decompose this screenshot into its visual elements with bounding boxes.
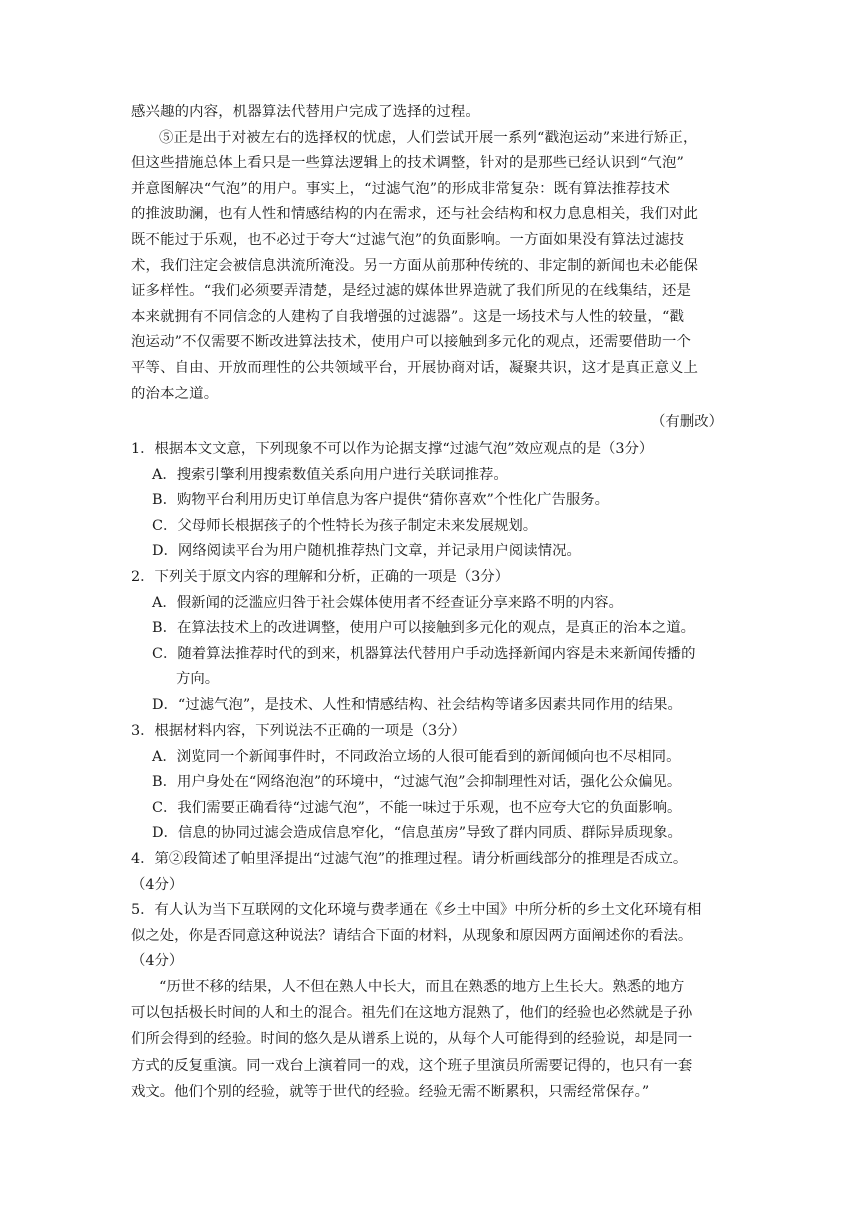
quote-line: 戏文。他们个别的经验，就等于世代的经验。经验无需不断累积，只需经常保存。”: [131, 1083, 650, 1100]
question-stem: 2．下列关于原文内容的理解和分析，正确的一项是（3分）: [131, 569, 510, 585]
option-a: A．搜索引擎利用搜索数值关系向用户进行关联词推荐。: [152, 466, 508, 483]
question-4: [131, 847, 731, 898]
passage-line: 的推波助澜，也有人性和情感结构的内在需求，还与社会结构和权力息息相关，我们对此: [131, 206, 699, 223]
option-b: B．在算法技术上的改进调整，使用户可以接触到多元化的观点，是真正的治本之道。: [152, 620, 696, 637]
option-c-text: C．随着算法推荐时代的到来，机器算法代替用户手动选择新闻内容是未来新闻传播的: [152, 645, 696, 662]
option-d: D．网络阅读平台为用户随机推荐热门文章，并记录用户阅读情况。: [152, 543, 581, 560]
option-c: C．父母师长根据孩子的个性特长为孩子制定未来发展规划。: [152, 517, 538, 534]
option-d: D．“过滤气泡”，是技术、人性和情感结构、社会结构等诸多因素共同作用的结果。: [152, 696, 682, 713]
question-stem: 3．根据材料内容，下列说法不正确的一项是（3分）: [131, 723, 466, 739]
question-points: （4分）: [131, 876, 184, 893]
quote-line: 可以包括极长时间的人和土的混合。祖先们在这地方混熟了，他们的经验也必然就是子孙: [131, 1005, 693, 1022]
passage-line: 但这些措施总体上看只是一些算法逻辑上的技术调整，针对的是那些已经认识到“气泡”: [131, 155, 685, 172]
passage-line: 证多样性。“我们必须要弄清楚，是经过滤的媒体世界造就了我们所见的在线集结，还是: [131, 283, 692, 300]
quote-line: 们所会得到的经验。时间的悠久是从谱系上说的，从每个人可能得到的经验说，却是同一: [131, 1031, 693, 1048]
quoted-material: [131, 974, 731, 1105]
option-d: D．信息的协同过滤会造成信息窄化，“信息茧房”导致了群内同质、群际异质现象。: [152, 825, 682, 842]
option-c: [131, 642, 731, 693]
passage-line: ⑤正是出于对被左右的选择权的忧虑，人们尝试开展一系列“戳泡运动”来进行矫正，: [159, 129, 698, 146]
passage-line: 的治本之道。: [131, 385, 219, 402]
passage-line: 既不能过于乐观，也不必过于夸大“过滤气泡”的负面影响。一方面如果没有算法过滤技: [131, 231, 685, 248]
passage-line: 术，我们注定会被信息洪流所淹没。另一方面从前那种传统的、非定制的新闻也未必能保: [131, 257, 699, 274]
option-c-continued: 方向。: [176, 671, 220, 688]
source-note: （有删改）: [651, 414, 723, 430]
question-1: [131, 437, 731, 565]
question-points: （4分）: [131, 953, 184, 970]
passage-line: 泡运动”不仅需要不断改进算法技术，使用户可以接触到多元化的观点，还需要借助一个: [131, 334, 692, 351]
option-b: B．用户身处在“网络泡泡”的环境中，“过滤气泡”会抑制理性对话，强化公众偏见。: [152, 774, 682, 791]
passage-line: 平等、自由、开放而理性的公共领域平台，开展协商对话，凝聚共识，这才是真正意义上: [131, 359, 699, 376]
passage-paragraph-5: [131, 100, 731, 407]
passage-line: 本来就拥有不同信念的人建构了自我增强的过滤器”。这是一场技术与人性的较量，“戳: [131, 308, 685, 325]
passage-carry-line: 感兴趣的内容，机器算法代替用户完成了选择的过程。: [131, 104, 480, 120]
quote-line: 方式的反复重演。同一戏台上演着同一的戏，这个班子里演员所需要记得的，也只有一套: [131, 1057, 693, 1074]
passage-line: 并意图解决“气泡”的用户。事实上，“过滤气泡”的形成非常复杂：既有算法推荐技术: [131, 180, 670, 197]
option-a: A．浏览同一个新闻事件时，不同政治立场的人很可能看到的新闻倾向也不尽相同。: [152, 748, 681, 765]
quote-line: “历世不移的结果，人不但在熟人中长大，而且在熟悉的地方上生长大。熟悉的地方: [159, 979, 685, 995]
question-stem: 1．根据本文文意，下列现象不可以作为论据支撑“过滤气泡”效应观点的是（3分）: [131, 441, 654, 457]
question-3: [131, 719, 731, 847]
question-5: [131, 898, 731, 975]
option-a: A．假新闻的泛滥应归咎于社会媒体使用者不经查证分享来路不明的内容。: [152, 594, 623, 611]
option-b: B．购物平台利用历史订单信息为客户提供“猜你喜欢”个性化广告服务。: [152, 492, 610, 509]
question-2: [131, 565, 731, 719]
question-stem: 4．第②段简述了帕里泽提出“过滤气泡”的推理过程。请分析画线部分的推理是否成立。: [131, 851, 688, 867]
question-stem: 5．有人认为当下互联网的文化环境与费孝通在《乡土中国》中所分析的乡土文化环境有相: [131, 902, 702, 918]
option-c: C．我们需要正确看待“过滤气泡”，不能一味过于乐观，也不应夸大它的负面影响。: [152, 799, 682, 816]
question-stem-continued: 似之处，你是否同意这种说法？请结合下面的材料，从现象和原因两方面阐述你的看法。: [131, 927, 693, 944]
